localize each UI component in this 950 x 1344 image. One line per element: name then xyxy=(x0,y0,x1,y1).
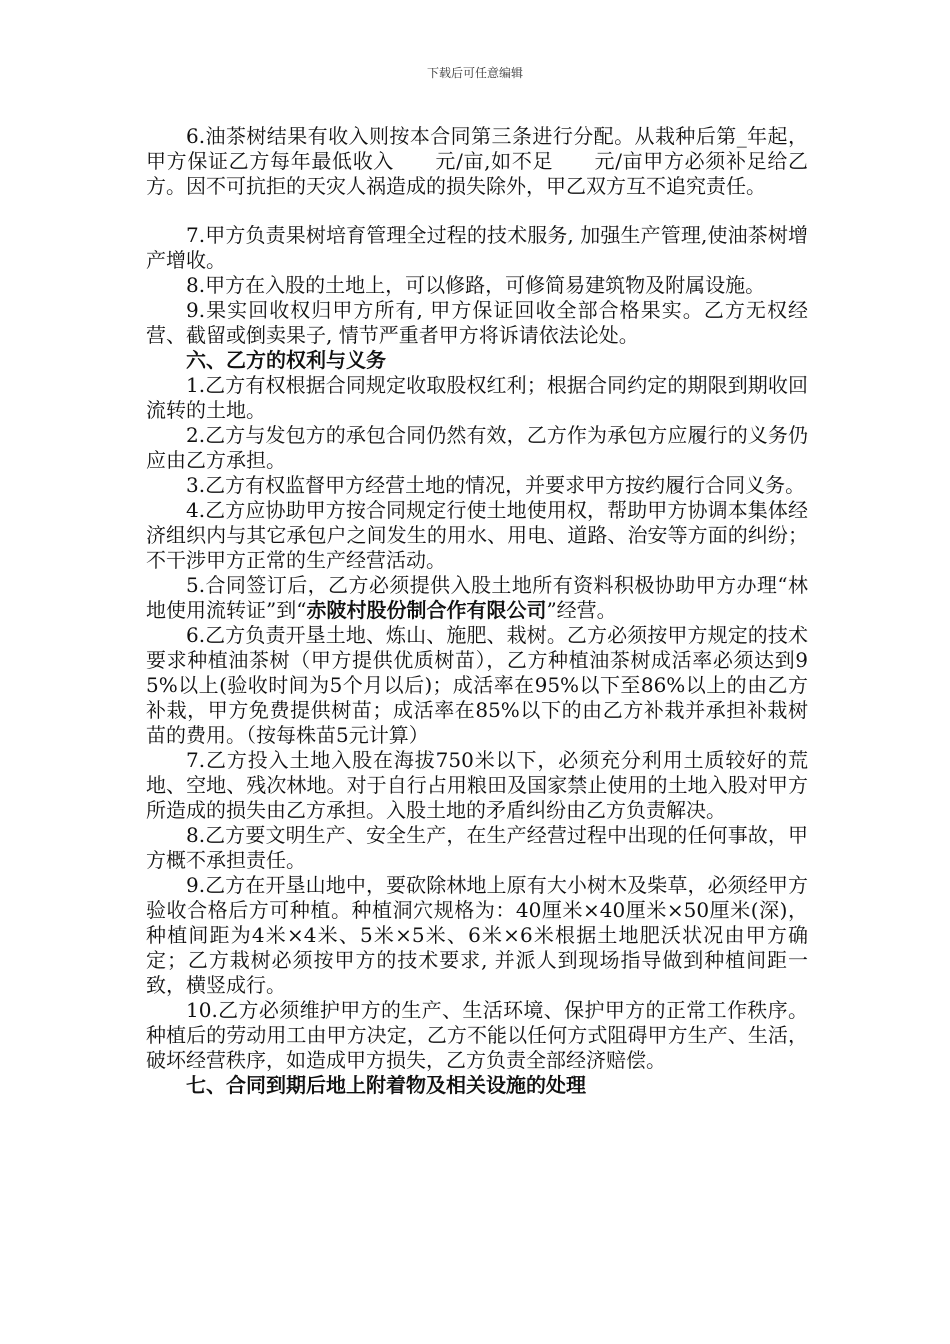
clause-6-10: 10.乙方必须维护甲方的生产、生活环境、保护甲方的正常工作秩序。种植后的劳动用工由甲方决定，乙方不能以任何方式阻碍甲方生产、生活，破坏经营秩序，如造成甲方损失，乙方负责全部经济赔偿。 xyxy=(146,998,808,1072)
company-name: 赤陂村股份制合作有限公司 xyxy=(306,598,547,622)
clause-6-9: 9.乙方在开垦山地中，要砍除林地上原有大小树木及柴草，必须经甲方验收合格后方可种植。种植洞穴规格为：40厘米×40厘米×50厘米(深)，种植间距为4米×4米、5米×5米、6米×6米根据土地肥沃状况由甲方确定；乙方栽树必须按甲方的技术要求, 并派人到现场指导做到种植间距一致，横竖成行。 xyxy=(146,873,808,997)
clause-6-2: 2.乙方与发包方的承包合同仍然有效，乙方作为承包方应履行的义务仍应由乙方承担。 xyxy=(146,423,808,472)
clause-6-8: 8.乙方要文明生产、安全生产，在生产经营过程中出现的任何事故，甲方概不承担责任。 xyxy=(146,823,808,872)
clause-6-3: 3.乙方有权监督甲方经营土地的情况，并要求甲方按约履行合同义务。 xyxy=(186,473,806,497)
clause-5-8: 8.甲方在入股的土地上，可以修路，可修简易建筑物及附属设施。 xyxy=(186,273,766,297)
page-header-note: 下载后可任意编辑 xyxy=(426,66,523,80)
section-7-heading: 七、合同到期后地上附着物及相关设施的处理 xyxy=(186,1073,586,1097)
clause-5-6: 6.油茶树结果有收入则按本合同第三条进行分配。从栽种后第_年起，甲方保证乙方每年最低收入 元/亩,如不足 元/亩甲方必须补足给乙方。因不可抗拒的天灾人祸造成的损失除外，甲乙双方互不追究责任。 xyxy=(146,124,808,198)
clause-6-5 xyxy=(146,573,808,623)
clause-6-6: 6.乙方负责开垦土地、炼山、施肥、栽树。乙方必须按甲方规定的技术要求种植油茶树（甲方提供优质树苗），乙方种植油茶树成活率必须达到95%以上(验收时间为5个月以后)；成活率在95%以下至86%以上的由乙方补栽，甲方免费提供树苗；成活率在85%以下的由乙方补栽并承担补栽树苗的费用。（按每株苗5元计算） xyxy=(146,623,808,747)
clause-6-5-after: ”经营。 xyxy=(546,598,617,622)
clause-5-7: 7.甲方负责果树培育管理全过程的技术服务, 加强生产管理,使油茶树增产增收。 xyxy=(146,223,808,272)
section-6-heading: 六、乙方的权利与义务 xyxy=(186,348,386,372)
clause-6-7: 7.乙方投入土地入股在海拔750米以下，必须充分利用土质较好的荒地、空地、残次林地。对于自行占用粮田及国家禁止使用的土地入股对甲方所造成的损失由乙方承担。入股土地的矛盾纠纷由乙方负责解决。 xyxy=(146,748,808,822)
clause-6-1: 1.乙方有权根据合同规定收取股权红利；根据合同约定的期限到期收回流转的土地。 xyxy=(146,373,808,422)
clause-6-5-before: 5.合同签订后，乙方必须提供入股土地所有资料积极协助甲方办理“林地使用流转证”到“ xyxy=(146,573,808,622)
contract-body xyxy=(146,124,808,1098)
clause-5-9: 9.果实回收权归甲方所有, 甲方保证回收全部合格果实。乙方无权经营、截留或倒卖果子, 情节严重者甲方将诉请依法论处。 xyxy=(146,298,808,347)
clause-6-4: 4.乙方应协助甲方按合同规定行使土地使用权，帮助甲方协调本集体经济组织内与其它承包户之间发生的用水、用电、道路、治安等方面的纠纷；不干涉甲方正常的生产经营活动。 xyxy=(146,498,808,572)
